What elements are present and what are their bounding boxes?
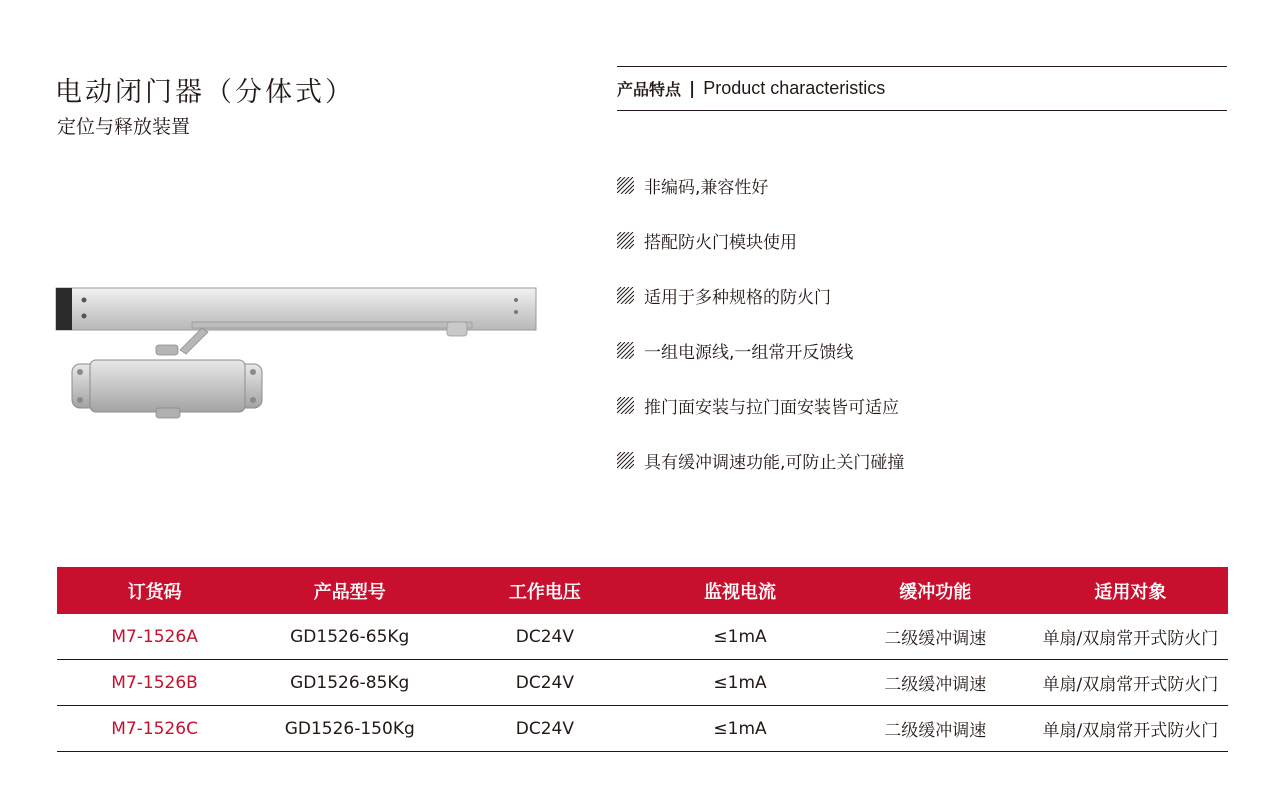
- hatched-square-icon: [617, 232, 634, 249]
- feature-text: 适用于多种规格的防火门: [644, 288, 831, 308]
- buffer-cell: 二级缓冲调速: [838, 614, 1033, 660]
- header-voltage: 工作电压: [447, 567, 642, 614]
- hatched-square-icon: [617, 452, 634, 469]
- feature-item: [617, 433, 904, 488]
- voltage-cell: DC24V: [447, 660, 642, 706]
- hatched-square-icon: [617, 177, 634, 194]
- header-buffer: 缓冲功能: [838, 567, 1033, 614]
- model-cell: GD1526-65Kg: [252, 614, 447, 660]
- hatched-square-icon: [617, 287, 634, 304]
- table-row: [57, 706, 1228, 752]
- current-cell: ≤1mA: [642, 660, 837, 706]
- characteristics-heading-separator: |: [689, 78, 696, 99]
- model-cell: GD1526-85Kg: [252, 660, 447, 706]
- header-order-code: 订货码: [57, 567, 252, 614]
- feature-text: 非编码,兼容性好: [644, 178, 769, 198]
- buffer-cell: 二级缓冲调速: [838, 706, 1033, 752]
- header-model: 产品型号: [252, 567, 447, 614]
- feature-item: [617, 323, 904, 378]
- voltage-cell: DC24V: [447, 706, 642, 752]
- characteristics-header: [617, 66, 1227, 111]
- application-cell: 单扇/双扇常开式防火门: [1033, 706, 1228, 752]
- order-code-cell: M7-1526A: [57, 614, 252, 660]
- feature-list: [617, 158, 904, 488]
- application-cell: 单扇/双扇常开式防火门: [1033, 614, 1228, 660]
- spec-table: [57, 567, 1228, 752]
- order-code-cell: M7-1526C: [57, 706, 252, 752]
- voltage-cell: DC24V: [447, 614, 642, 660]
- feature-text: 推门面安装与拉门面安装皆可适应: [644, 398, 899, 418]
- feature-item: [617, 378, 904, 433]
- feature-item: [617, 213, 904, 268]
- header-application: 适用对象: [1033, 567, 1228, 614]
- hatched-square-icon: [617, 342, 634, 359]
- feature-item: [617, 268, 904, 323]
- order-code-cell: M7-1526B: [57, 660, 252, 706]
- product-title: 电动闭门器（分体式）: [55, 77, 355, 108]
- table-header-row: [57, 567, 1228, 614]
- header-current: 监视电流: [642, 567, 837, 614]
- model-cell: GD1526-150Kg: [252, 706, 447, 752]
- door-closer-image: [52, 280, 552, 420]
- table-row: [57, 660, 1228, 706]
- feature-item: [617, 158, 904, 213]
- hatched-square-icon: [617, 397, 634, 414]
- current-cell: ≤1mA: [642, 614, 837, 660]
- feature-text: 具有缓冲调速功能,可防止关门碰撞: [644, 453, 905, 473]
- current-cell: ≤1mA: [642, 706, 837, 752]
- feature-text: 一组电源线,一组常开反馈线: [644, 343, 854, 363]
- application-cell: 单扇/双扇常开式防火门: [1033, 660, 1228, 706]
- buffer-cell: 二级缓冲调速: [838, 660, 1033, 706]
- characteristics-heading-cn: 产品特点: [617, 80, 682, 99]
- product-subtitle: 定位与释放装置: [57, 116, 191, 138]
- characteristics-heading-en: Product characteristics: [703, 78, 886, 98]
- feature-text: 搭配防火门模块使用: [644, 233, 797, 253]
- table-row: [57, 614, 1228, 660]
